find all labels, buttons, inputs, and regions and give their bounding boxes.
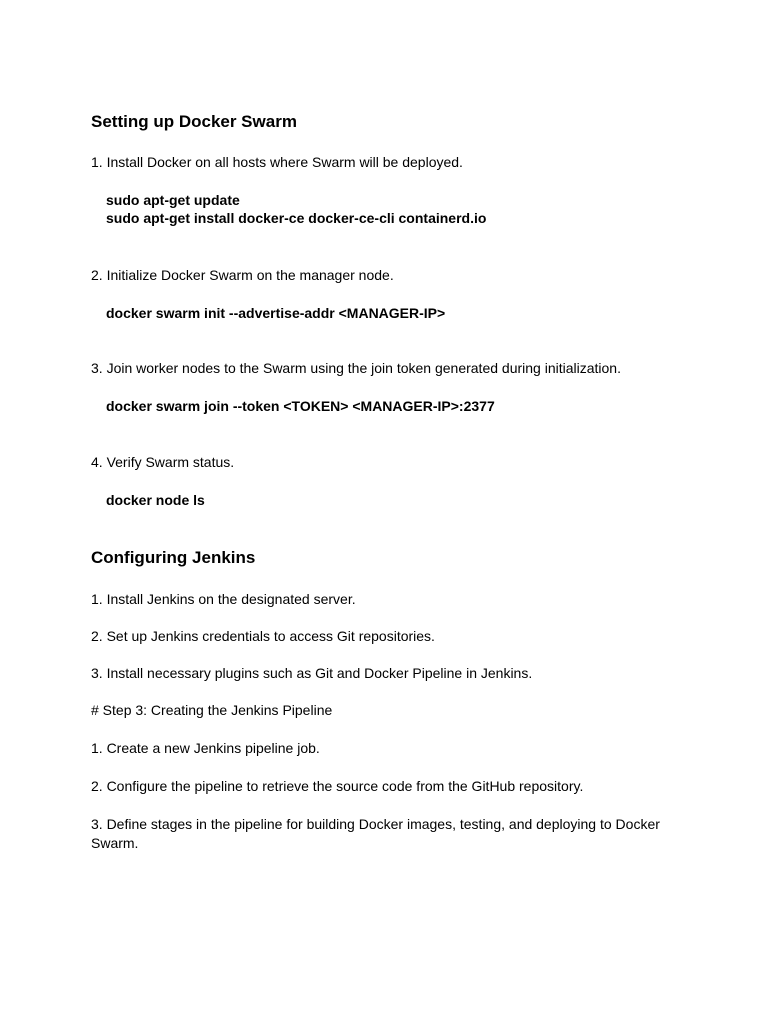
step-text: 2. Initialize Docker Swarm on the manager node.: [91, 267, 394, 283]
code-line: docker swarm init --advertise-addr <MANAGER-IP>: [106, 305, 446, 321]
list-item: 1. Install Jenkins on the designated server.: [91, 591, 356, 607]
list-item: 2. Configure the pipeline to retrieve the source code from the GitHub repository.: [91, 778, 584, 794]
code-line: sudo apt-get install docker-ce docker-ce-cli containerd.io: [106, 210, 487, 226]
list-item: 1. Create a new Jenkins pipeline job.: [91, 740, 320, 756]
list-item: # Step 3: Creating the Jenkins Pipeline: [91, 702, 333, 718]
code-line: docker node ls: [106, 492, 205, 508]
step-text: 1. Install Docker on all hosts where Swarm will be deployed.: [91, 154, 463, 170]
code-line: sudo apt-get update: [106, 192, 240, 208]
step-text: 4. Verify Swarm status.: [91, 454, 235, 470]
step-text: 3. Join worker nodes to the Swarm using the join token generated during initialization.: [91, 360, 621, 376]
list-item: 2. Set up Jenkins credentials to access Git repositories.: [91, 628, 435, 644]
section-title-configuring-jenkins: Configuring Jenkins: [91, 548, 256, 567]
list-item: 3. Define stages in the pipeline for building Docker images, testing, and deploying to Docker Swarm.: [91, 816, 660, 851]
code-line: docker swarm join --token <TOKEN> <MANAGER-IP>:2377: [106, 398, 495, 414]
list-item: 3. Install necessary plugins such as Git and Docker Pipeline in Jenkins.: [91, 665, 533, 681]
section-title-docker-swarm: Setting up Docker Swarm: [91, 112, 297, 131]
